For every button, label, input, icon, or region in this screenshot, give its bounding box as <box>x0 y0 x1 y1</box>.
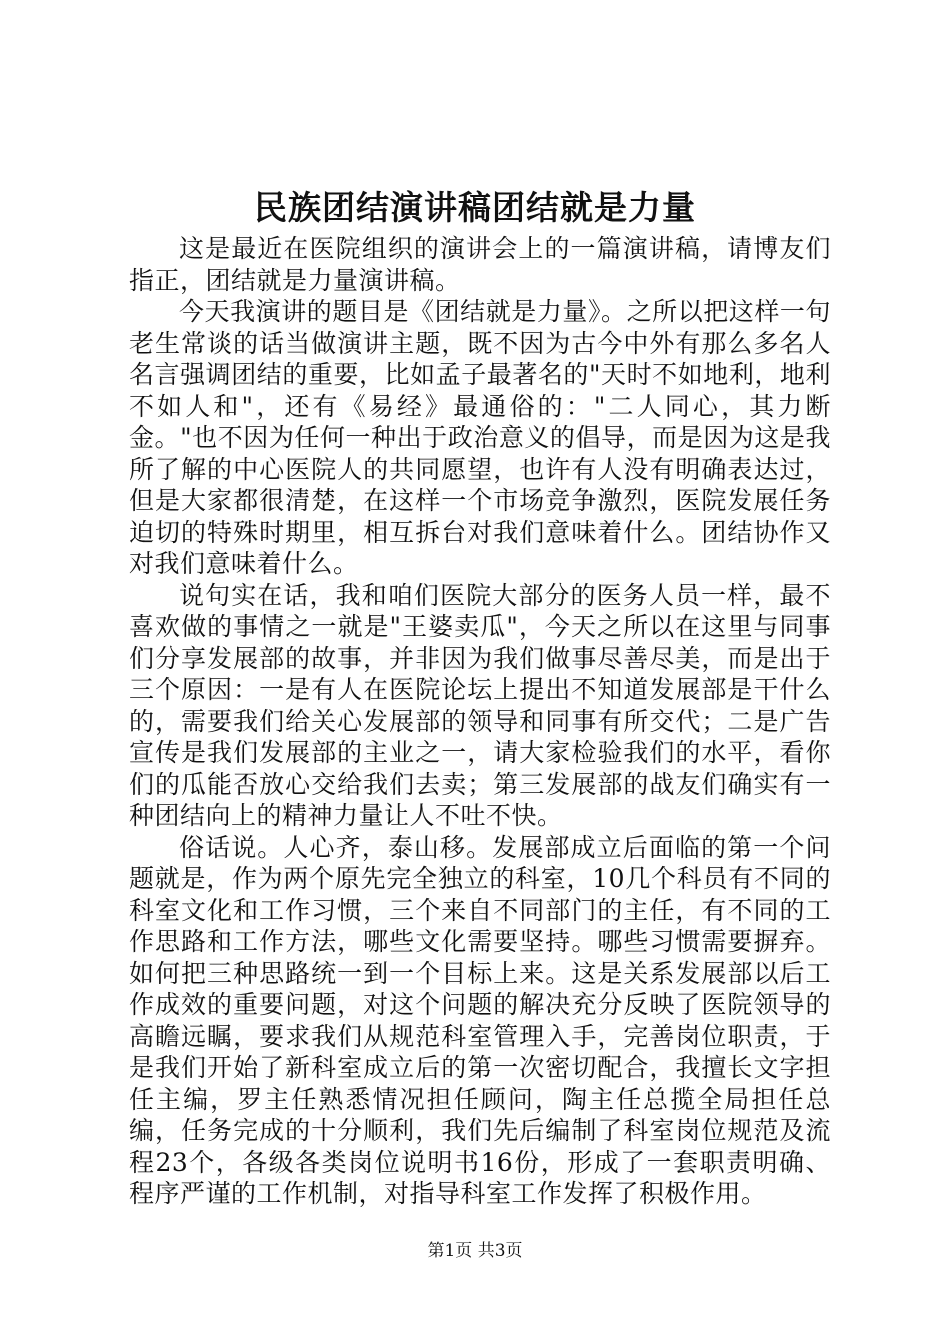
paragraph-intro: 这是最近在医院组织的演讲会上的一篇演讲稿，请博友们指正，团结就是力量演讲稿。 <box>129 234 831 295</box>
paragraph-proverb: 俗话说。人心齐，泰山移。发展部成立后面临的第一个问题就是，作为两个原先完全独立的科室，10几个科员有不同的科室文化和工作习惯，三个来自不同部门的主任，有不同的工作思路和工作方法，哪些文化需要坚持。哪些习惯需要摒弃。如何把三种思路统一到一个目标上来。这是关系发展部以后工作成效的重要问题，对这个问题的解决充分反映了医院领导的高瞻远瞩，要求我们从规范科室管理入手，完善岗位职责，于是我们开始了新科室成立后的第一次密切配合，我擅长文字担任主编，罗主任熟悉情况担任顾问，陶主任总揽全局担任总编，任务完成的十分顺利，我们先后编制了科室岗位规范及流程23个，各级各类岗位说明书16份，形成了一套职责明确、程序严谨的工作机制，对指导科室工作发挥了积极作用。 <box>129 832 831 1208</box>
paragraph-topic: 今天我演讲的题目是《团结就是力量》。之所以把这样一句老生常谈的话当做演讲主题，既不因为古今中外有那么多名人名言强调团结的重要，比如孟子最著名的"天时不如地利，地利不如人和"，还有《易经》最通俗的："二人同心，其力断金。"也不因为任何一种出于政治意义的倡导，而是因为这是我所了解的中心医院人的共同愿望，也许有人没有明确表达过，但是大家都很清楚，在这样一个市场竞争激烈，医院发展任务迫切的特殊时期里，相互拆台对我们意味着什么。团结协作又对我们意味着什么。 <box>129 297 831 578</box>
document-title: 民族团结演讲稿团结就是力量 <box>254 188 696 227</box>
page-footer: 第1页 共3页 <box>427 1241 523 1261</box>
paragraph-reasons: 说句实在话，我和咱们医院大部分的医务人员一样，最不喜欢做的事情之一就是"王婆卖瓜"，今天之所以在这里与同事们分享发展部的故事，并非因为我们做事尽善尽美，而是出于三个原因：一是有人在医院论坛上提出不知道发展部是干什么的，需要我们给关心发展部的领导和同事有所交代；二是广告宣传是我们发展部的主业之一，请大家检验我们的水平，看你们的瓜能否放心交给我们去卖；第三发展部的战友们确实有一种团结向上的精神力量让人不吐不快。 <box>129 580 831 830</box>
document-body <box>129 233 831 1210</box>
